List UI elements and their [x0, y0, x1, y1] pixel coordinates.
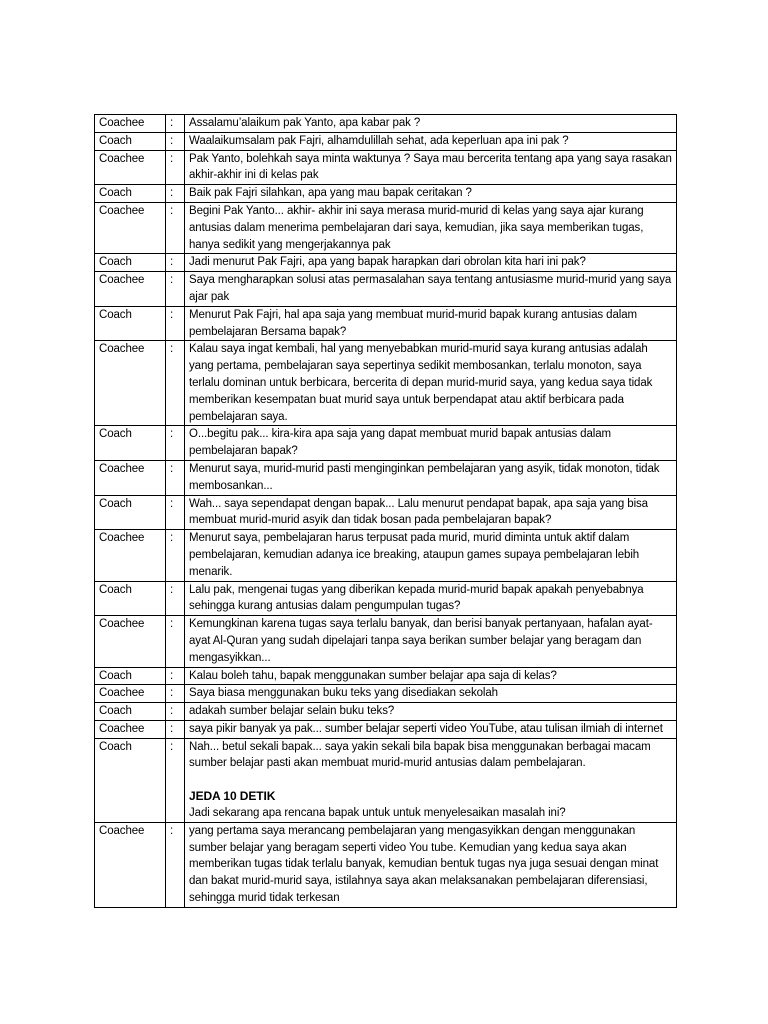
- speaker-cell: Coachee: [95, 115, 166, 133]
- utterance-cell: O...begitu pak... kira-kira apa saja yang dapat membuat murid bapak antusias dalam pembelajaran bapak?: [185, 426, 677, 461]
- dialogue-row: [95, 150, 677, 185]
- utterance-cell: Wah... saya sependapat dengan bapak... Lalu menurut pendapat bapak, apa saja yang bisa membuat murid-murid asyik dan tidak bosan pada pembelajaran bapak?: [185, 495, 677, 530]
- utterance-cell: saya pikir banyak ya pak... sumber belajar seperti video YouTube, atau tulisan ilmiah di internet: [185, 720, 677, 738]
- utterance-cell: Waalaikumsalam pak Fajri, alhamdulillah sehat, ada keperluan apa ini pak ?: [185, 132, 677, 150]
- utterance-cell: Begini Pak Yanto... akhir- akhir ini saya merasa murid-murid di kelas yang saya ajar kurang antusias dalam menerima pembelajaran dari saya, kemudian, jika saya memberikan tugas, hanya sedikit yang mengerjakannya pak: [185, 202, 677, 253]
- speaker-cell: Coach: [95, 185, 166, 203]
- colon-cell: :: [166, 150, 185, 185]
- utterance-cell: yang pertama saya merancang pembelajaran yang mengasyikkan dengan menggunakan sumber belajar yang beragam seperti video You tube. Kemudian yang kedua saya akan memberikan tugas tidak terlalu banyak, kemudian bentuk tugas nya juga sesuai dengan minat dan bakat murid-murid saya, istilahnya saya akan melaksanakan pembelajaran diferensiasi, sehingga murid tidak terkesan: [185, 822, 677, 907]
- speaker-cell: Coachee: [95, 616, 166, 667]
- speaker-cell: Coachee: [95, 720, 166, 738]
- speaker-cell: Coachee: [95, 341, 166, 426]
- speaker-cell: Coach: [95, 426, 166, 461]
- utterance-cell: Menurut Pak Fajri, hal apa saja yang membuat murid-murid bapak kurang antusias dalam pembelajaran Bersama bapak?: [185, 306, 677, 341]
- dialogue-row: [95, 530, 677, 581]
- utterance-cell: Assalamu’alaikum pak Yanto, apa kabar pak ?: [185, 115, 677, 133]
- colon-cell: :: [166, 115, 185, 133]
- colon-cell: :: [166, 530, 185, 581]
- colon-cell: :: [166, 738, 185, 822]
- utterance-cell: Saya mengharapkan solusi atas permasalahan saya tentang antusiasme murid-murid yang saya ajar pak: [185, 272, 677, 307]
- speaker-cell: Coach: [95, 667, 166, 685]
- colon-cell: :: [166, 616, 185, 667]
- colon-cell: :: [166, 202, 185, 253]
- utterance-cell: adakah sumber belajar selain buku teks?: [185, 703, 677, 721]
- speaker-cell: Coachee: [95, 530, 166, 581]
- utterance-cell: Baik pak Fajri silahkan, apa yang mau bapak ceritakan ?: [185, 185, 677, 203]
- colon-cell: :: [166, 272, 185, 307]
- colon-cell: :: [166, 185, 185, 203]
- speaker-cell: Coachee: [95, 460, 166, 495]
- pause-heading: JEDA 10 DETIK: [189, 789, 276, 804]
- dialogue-row: [95, 460, 677, 495]
- document-page: [94, 114, 676, 908]
- speaker-cell: Coachee: [95, 202, 166, 253]
- utterance-cell: Saya biasa menggunakan buku teks yang disediakan sekolah: [185, 685, 677, 703]
- utterance-cell: Pak Yanto, bolehkah saya minta waktunya ? Saya mau bercerita tentang apa yang saya rasakan akhir-akhir ini di kelas pak: [185, 150, 677, 185]
- dialogue-row: [95, 185, 677, 203]
- colon-cell: :: [166, 581, 185, 616]
- dialogue-row: [95, 667, 677, 685]
- dialogue-row: [95, 272, 677, 307]
- blank-line: [189, 772, 672, 788]
- utterance-cell: Kalau boleh tahu, bapak menggunakan sumber belajar apa saja di kelas?: [185, 667, 677, 685]
- utterance-cell: Menurut saya, murid-murid pasti menginginkan pembelajaran yang asyik, tidak monoton, tidak membosankan...: [185, 460, 677, 495]
- speaker-cell: Coach: [95, 495, 166, 530]
- utterance-cell: Lalu pak, mengenai tugas yang diberikan kepada murid-murid bapak apakah penyebabnya sehingga kurang antusias dalam pengumpulan tugas?: [185, 581, 677, 616]
- utterance-text-continued: Jadi sekarang apa rencana bapak untuk untuk menyelesaikan masalah ini?: [189, 807, 566, 820]
- utterance-cell: Menurut saya, pembelajaran harus terpusat pada murid, murid diminta untuk aktif dalam pembelajaran, kemudian adanya ice breaking, ataupun games supaya pembelajaran lebih menarik.: [185, 530, 677, 581]
- speaker-cell: Coachee: [95, 150, 166, 185]
- colon-cell: :: [166, 822, 185, 907]
- colon-cell: :: [166, 720, 185, 738]
- dialogue-row: [95, 581, 677, 616]
- dialogue-row: [95, 495, 677, 530]
- dialogue-row: [95, 306, 677, 341]
- colon-cell: :: [166, 667, 185, 685]
- dialogue-row: [95, 426, 677, 461]
- dialogue-row: [95, 703, 677, 721]
- speaker-cell: Coachee: [95, 822, 166, 907]
- colon-cell: :: [166, 495, 185, 530]
- speaker-cell: Coach: [95, 703, 166, 721]
- colon-cell: :: [166, 254, 185, 272]
- dialogue-row: [95, 115, 677, 133]
- speaker-cell: Coachee: [95, 272, 166, 307]
- colon-cell: :: [166, 460, 185, 495]
- speaker-cell: Coach: [95, 581, 166, 616]
- dialogue-row: [95, 202, 677, 253]
- speaker-cell: Coach: [95, 306, 166, 341]
- dialogue-table: [94, 114, 677, 908]
- colon-cell: :: [166, 426, 185, 461]
- dialogue-row-last: [95, 822, 677, 907]
- utterance-text: Nah... betul sekali bapak... saya yakin sekali bila bapak bisa menggunakan berbagai macam sumber belajar pasti akan membuat murid-murid antusias dalam pembelajaran.: [189, 740, 651, 770]
- utterance-cell: Kemungkinan karena tugas saya terlalu banyak, dan berisi banyak pertanyaan, hafalan ayat-ayat Al-Quran yang sudah dipelajari tanpa saya berikan sumber belajar yang beragam dan mengasyikkan...: [185, 616, 677, 667]
- speaker-cell: Coachee: [95, 685, 166, 703]
- speaker-cell: Coach: [95, 738, 166, 822]
- dialogue-row: [95, 720, 677, 738]
- speaker-cell: Coach: [95, 254, 166, 272]
- dialogue-row: [95, 254, 677, 272]
- utterance-cell: Jadi menurut Pak Fajri, apa yang bapak harapkan dari obrolan kita hari ini pak?: [185, 254, 677, 272]
- colon-cell: :: [166, 132, 185, 150]
- dialogue-row: [95, 616, 677, 667]
- dialogue-row-special: [95, 738, 677, 822]
- colon-cell: :: [166, 685, 185, 703]
- colon-cell: :: [166, 703, 185, 721]
- colon-cell: :: [166, 306, 185, 341]
- dialogue-table-body: [95, 115, 677, 908]
- utterance-cell: [185, 738, 677, 822]
- dialogue-row: [95, 132, 677, 150]
- colon-cell: :: [166, 341, 185, 426]
- dialogue-row: [95, 685, 677, 703]
- utterance-cell: Kalau saya ingat kembali, hal yang menyebabkan murid-murid saya kurang antusias adalah yang pertama, pembelajaran saya sepertinya sedikit membosankan, terlalu monoton, saya terlalu dominan untuk berbicara, bercerita di depan murid-murid saya, yang kedua saya tidak memberikan kesempatan buat murid saya untuk berpendapat atau aktif berbicara pada pembelajaran saya.: [185, 341, 677, 426]
- speaker-cell: Coach: [95, 132, 166, 150]
- dialogue-row: [95, 341, 677, 426]
